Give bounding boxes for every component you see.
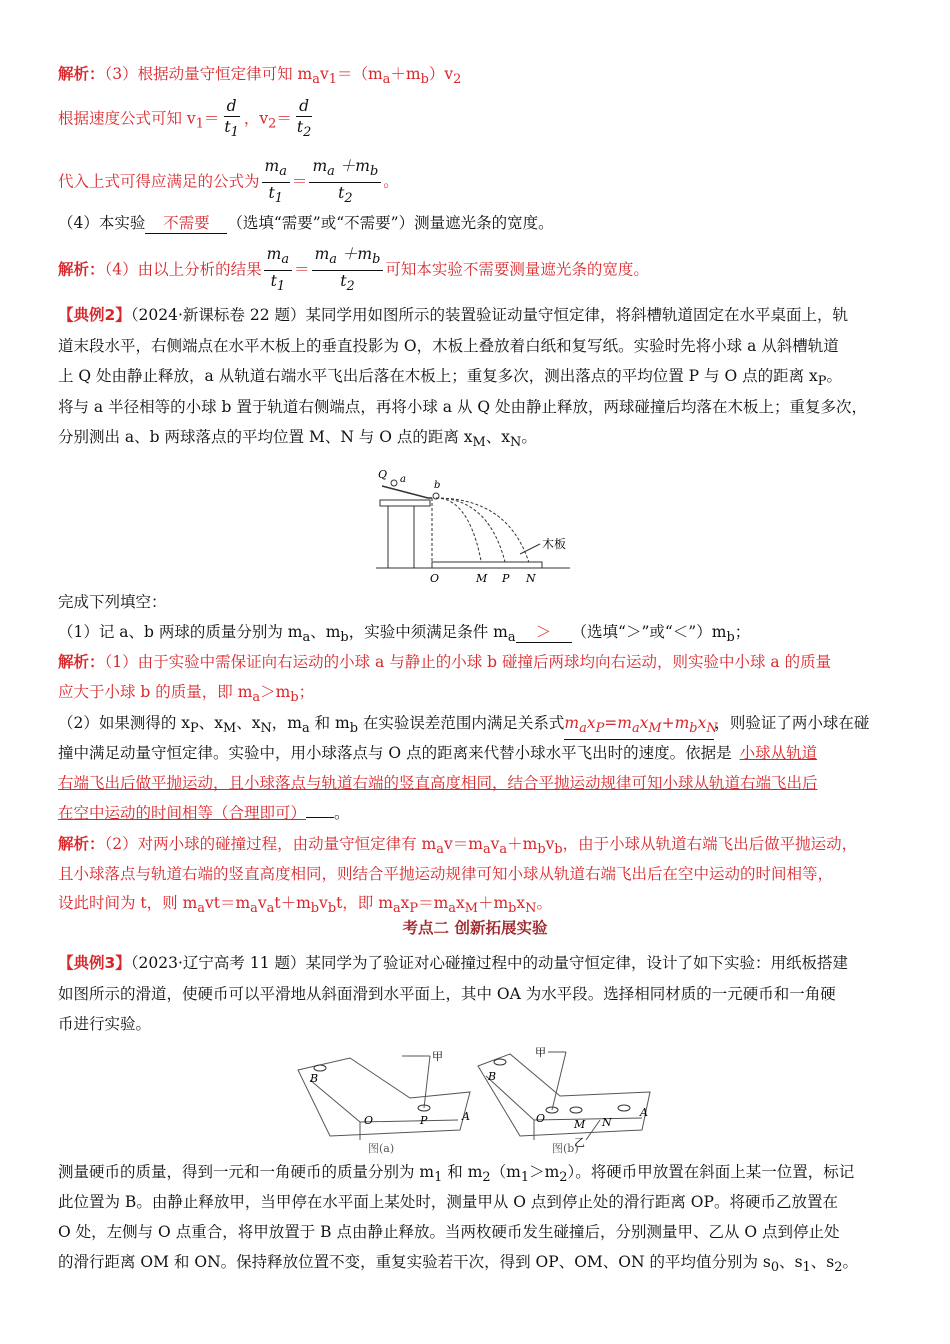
- figure-a-pointer-2: [424, 1056, 430, 1108]
- analysis1-line2: 应大于小球 b 的质量，即 $m_a>m_b$；: [58, 683, 315, 706]
- label-b: b: [434, 480, 441, 491]
- label-N: N: [526, 572, 536, 585]
- fraction-d-t2: $\frac{d}{t_2}$: [296, 97, 312, 141]
- label-M: M: [476, 572, 488, 585]
- analysis1-line1: 解析：（1）由于实验中需保证向右运动的小球 a 与静止的小球 b 碰撞后两球均向右运动，则实验中小球 a 的质量: [58, 653, 832, 671]
- fraction-mamb-t2: $\frac{m_a +m_b}{t_2}$: [309, 156, 381, 209]
- question4: （4）本实验 不需要 （选填“需要”或“不需要”）测量遮光条的宽度。: [58, 214, 554, 232]
- analysis2-line1: 解析：（2）对两小球的碰撞过程，由动量守恒定律有 $m_av=m_av_a+m_bv_b$，由于小球从轨道右端飞出后做平抛运动，: [58, 835, 858, 858]
- question2-line4: 在空中运动的时间相等（合理即可） 。: [58, 804, 350, 822]
- board-pointer: [520, 544, 540, 554]
- figure-b: [478, 1046, 650, 1155]
- example2-line3: 上 Q 处由静止释放，a 从轨道右端水平飞出后落在木板上；重复多次，测出落点的平均位置 P 与 O 点的距离 $x_P$。: [58, 367, 842, 390]
- table-top: [380, 500, 430, 506]
- analysis3-line3: 代入上式可得应满足的公式为 $\frac{m_a}{t_1}$ ＝ $\frac{m_a +m_b}{t_2}$ 。: [58, 156, 399, 209]
- question2-line2: 撞中满足动量守恒定律。实验中，用小球落点与 O 点的距离来代替小球水平飞出时的速度。依据是 小球从轨道: [58, 744, 818, 762]
- label-a-O: O: [364, 1114, 374, 1127]
- label-b-jia: 甲: [535, 1046, 546, 1059]
- example2-line2: 道末段水平，右侧端点在水平木板上的垂直投影为 O，木板上叠放着白纸和复写纸。实验时先将小球 a 从斜槽轨道: [58, 337, 839, 355]
- example-tag: 【典例2】: [58, 306, 131, 324]
- answer-q2-reason-3: 在空中运动的时间相等（合理即可）: [58, 804, 307, 822]
- label-P: P: [502, 572, 510, 585]
- label-a-P: P: [420, 1114, 428, 1127]
- analysis3-line1: 解析：（3）根据动量守恒定律可知 $m_av_1=(m_a+m_b)v_2$: [58, 65, 462, 88]
- apparatus-diagram: [370, 458, 590, 588]
- ball-a: [391, 480, 397, 486]
- example-tag: 【典例3】: [58, 954, 131, 972]
- example3-body-line3: O 处，左侧与 O 点重合，将甲放置于 B 点由静止释放。当两枚硬币发生碰撞后，分别测量甲、乙从 O 点到停止处: [58, 1223, 840, 1241]
- question2-line1: （2）如果测得的 $x_P$、$x_M$、$x_N$，$m_a$ 和 $m_b$ 在实验误差范围内满足关系式$m_ax_P=m_ax_M+m_bx_N$，则验证了两小球在碰: [58, 713, 869, 740]
- label-a-A: A: [462, 1110, 470, 1123]
- figure-b-surface: [478, 1054, 650, 1136]
- analysis2-line2: 且小球落点与轨道右端的竖直高度相同，则结合平抛运动规律可知小球从轨道右端飞出后在空中运动的时间相等，: [58, 865, 834, 883]
- figure-a-coin: [314, 1065, 326, 1071]
- answer-blank-q1: ＞: [516, 622, 572, 643]
- slide-diagrams: [290, 1040, 670, 1158]
- example2-line1: 【典例2】（2024·新课标卷 22 题）某同学用如图所示的装置验证动量守恒定律，将斜槽轨道固定在水平桌面上，轨: [58, 306, 849, 324]
- label-a-B: B: [310, 1072, 319, 1085]
- figure-a: [298, 1050, 470, 1155]
- question1: （1）记 a、b 两球的质量分别为 $m_a$、$m_b$，实验中须满足条件 $m_a$ ＞ （选填“＞”或“$<”)m_b$；: [58, 623, 751, 646]
- example3-body-line2: 此位置为 B。由静止释放甲，当甲停在水平面上某处时，测量甲从 O 点到停止处的滑行距离 OP。将硬币乙放置在: [58, 1193, 838, 1211]
- trajectory-N: [436, 498, 530, 566]
- fraction-d-t1: $\frac{d}{t_1}$: [224, 97, 239, 141]
- figure-b-coin-3: [618, 1105, 630, 1111]
- answer-blank-q2-relation: $m_ax_P=m_ax_M+m_bx_N$: [564, 713, 714, 740]
- fraction-mamb-t2-b: $\frac{m_a +m_b}{t_2}$: [312, 244, 384, 297]
- label-a: a: [400, 474, 406, 485]
- incline-track: [382, 486, 432, 498]
- fraction-ma-t1: $\frac{m_a}{t_1}$: [262, 156, 290, 209]
- example3-line3: 币进行实验。: [58, 1015, 152, 1033]
- label-b-yi: 乙: [574, 1136, 585, 1149]
- figure-b-pointer-yi: [586, 1120, 600, 1140]
- label-b-N: N: [602, 1116, 612, 1129]
- answer-q2-reason-1: 小球从轨道: [739, 744, 818, 762]
- label-b-A: A: [640, 1106, 648, 1119]
- label-Q: Q: [378, 468, 388, 481]
- label-a-jia: 甲: [432, 1050, 443, 1063]
- example3-body-line1: 测量硬币的质量，得到一元和一角硬币的质量分别为 $m_1$ 和 $m_2(m_1>m_2)$。将硬币甲放置在斜面上某一位置，标记: [58, 1163, 855, 1186]
- analysis3-line2: 根据速度公式可知 $v_1=$ $\frac{d}{t_1}$ ，$v_2=$ $\frac{d}{t_2}$: [58, 96, 316, 143]
- trajectory-P: [436, 498, 506, 566]
- figure-b-coin-jia: [494, 1059, 506, 1065]
- fill-title: 完成下列填空：: [58, 593, 167, 611]
- figure-b-coin-2: [570, 1107, 582, 1113]
- wood-board: [432, 562, 542, 568]
- example3-body-line4: 的滑行距离 OM 和 ON。保持释放位置不变，重复实验若干次，得到 OP、OM、ON 的平均值分别为 $s_0$、$s_1$、$s_2$。: [58, 1253, 858, 1276]
- figure-b-track-edge: [486, 1076, 642, 1120]
- section-title: 考点二 创新拓展实验: [402, 919, 548, 937]
- caption-a: 图(a): [368, 1142, 395, 1155]
- trajectory-M: [436, 498, 482, 566]
- figure-a-surface: [298, 1058, 470, 1136]
- analysis2-line3: 设此时间为 t，则 $m_avt=m_av_at+m_bv_bt$，即 $m_ax_P=m_ax_M+m_bx_N$。: [58, 894, 552, 917]
- answer-q2-reason-2: 右端飞出后做平抛运动，且小球落点与轨道右端的竖直高度相同，结合平抛运动规律可知小球从轨道右端飞出后: [58, 774, 818, 792]
- answer-blank-q4: 不需要: [145, 213, 227, 234]
- label-b-B: B: [488, 1070, 497, 1083]
- figure-b-pointer-2: [552, 1052, 566, 1110]
- example3-line2: 如图所示的滑道，使硬币可以平滑地从斜面滑到水平面上，其中 OA 为水平段。选择相同材质的一元硬币和一角硬: [58, 985, 836, 1003]
- label-O: O: [430, 572, 440, 585]
- example3-line1: 【典例3】（2023·辽宁高考 11 题）某同学为了验证对心碰撞过程中的动量守恒定律，设计了如下实验：用纸板搭建: [58, 954, 849, 972]
- label-board: 木板: [542, 537, 567, 551]
- fraction-ma-t1-b: $\frac{m_a}{t_1}$: [264, 244, 292, 297]
- caption-b: 图(b): [552, 1142, 579, 1155]
- example2-line4: 将与 a 半径相等的小球 b 置于轨道右侧端点，再将小球 a 从 Q 处由静止释放，两球碰撞后均落在木板上；重复多次，: [58, 398, 868, 416]
- figure-a-track-edge: [310, 1080, 458, 1122]
- analysis4: 解析：（4）由以上分析的结果 $\frac{m_a}{t_1}$ ＝ $\frac{m_a +m_b}{t_2}$ 可知本实验不需要测量遮光条的宽度。: [58, 244, 649, 297]
- label-b-O: O: [536, 1112, 546, 1125]
- label-b-M: M: [574, 1118, 586, 1131]
- example2-line5: 分别测出 a、b 两球落点的平均位置 M、N 与 O 点的距离 $x_M$、$x_N$。: [58, 428, 537, 451]
